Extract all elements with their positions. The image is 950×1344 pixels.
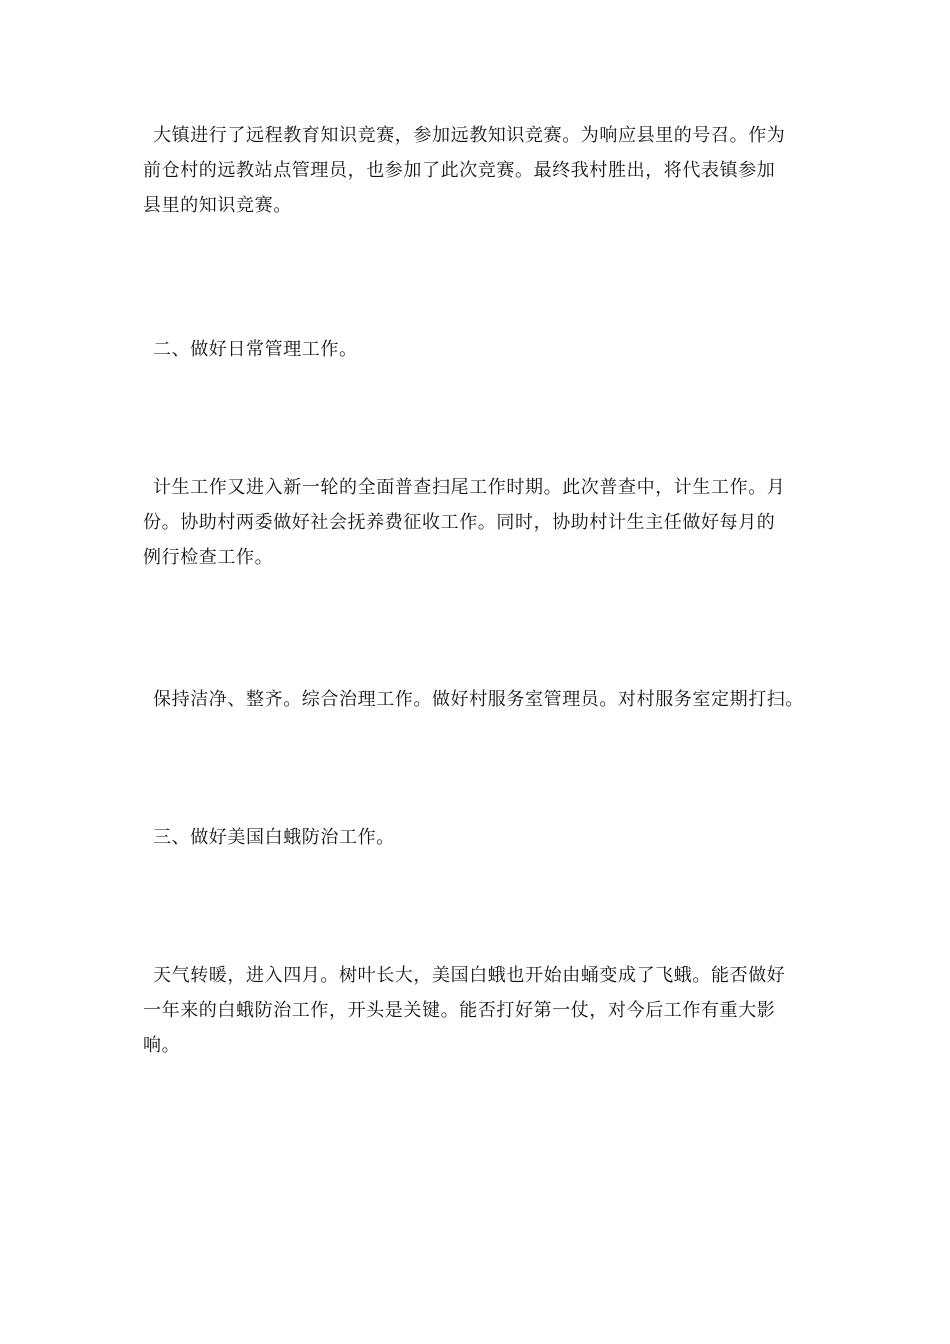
- paragraph-line: 计生工作又进入新一轮的全面普查扫尾工作时期。此次普查中，计生工作。月: [153, 477, 786, 498]
- section-heading-white-moth-control: [143, 820, 823, 855]
- paragraph-line: 例行检查工作。: [143, 547, 274, 568]
- paragraph-line: 响。: [143, 1035, 181, 1056]
- paragraph-family-planning: [143, 470, 823, 575]
- heading-line: 二、做好日常管理工作。: [153, 339, 358, 360]
- paragraph-white-moth: [143, 958, 823, 1063]
- paragraph-service-room: [143, 682, 823, 717]
- paragraph-distance-education-contest: [143, 118, 823, 223]
- paragraph-line: 县里的知识竞赛。: [143, 195, 292, 216]
- paragraph-line: 天气转暖，进入四月。树叶长大，美国白蛾也开始由蛹变成了飞蛾。能否做好: [153, 965, 786, 986]
- paragraph-line: 前仓村的远教站点管理员，也参加了此次竞赛。最终我村胜出，将代表镇参加: [143, 160, 776, 181]
- paragraph-line: 大镇进行了远程教育知识竞赛，参加远教知识竞赛。为响应县里的号召。作为: [153, 125, 786, 146]
- section-heading-daily-management: [143, 332, 823, 367]
- paragraph-line: 一年来的白蛾防治工作，开头是关键。能否打好第一仗，对今后工作有重大影: [143, 1000, 776, 1021]
- heading-line: 三、做好美国白蛾防治工作。: [153, 827, 395, 848]
- paragraph-line: 保持洁净、整齐。综合治理工作。做好村服务室管理员。对村服务室定期打扫。: [153, 689, 804, 710]
- paragraph-line: 份。协助村两委做好社会抚养费征收工作。同时，协助村计生主任做好每月的: [143, 512, 776, 533]
